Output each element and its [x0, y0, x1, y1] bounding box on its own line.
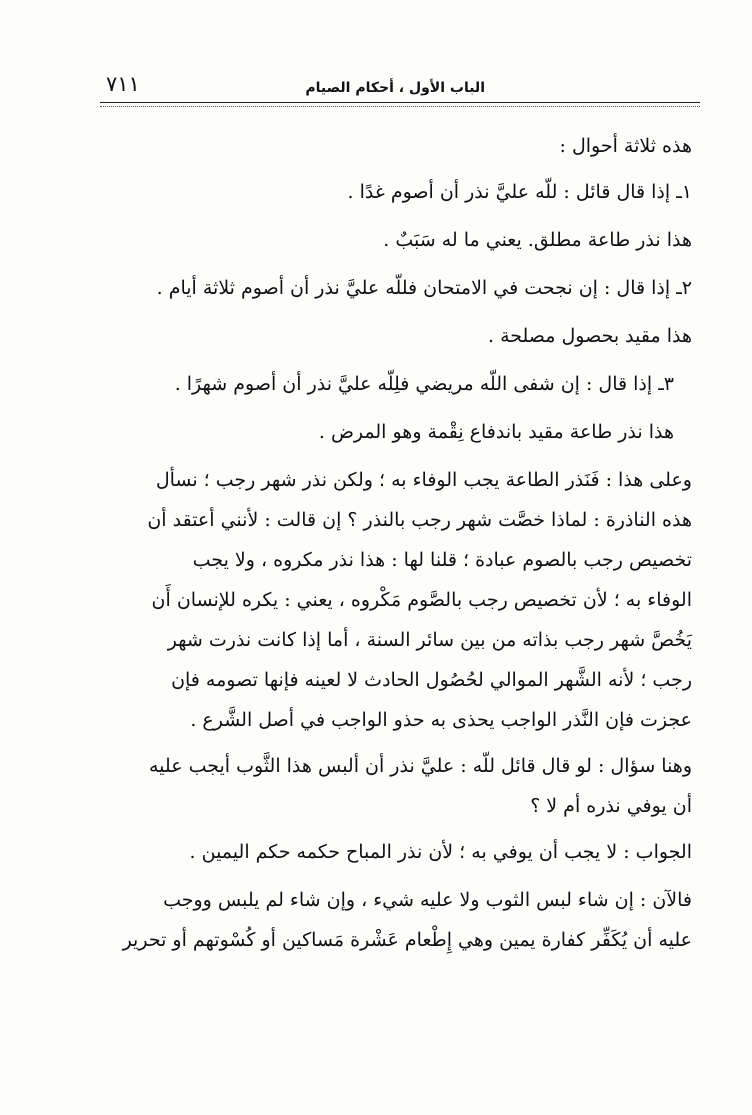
paragraph-question: [100, 746, 692, 826]
paragraph-rajab-vow: [100, 460, 692, 740]
case-3: ٣ـ إذا قال : إن شفى اللّه مريضي فلِلّه عليَّ نذر أن أصوم شهرًا .: [174, 373, 674, 395]
paragraph-line: عليه أن يُكَفِّر كفارة يمين وهي إِطْعام عَشْرة مَساكين أو كُسْوتهم أو تحرير: [122, 929, 692, 951]
paragraph-line: هذه الناذرة : لماذا خصَّت شهر رجب بالنذر ؟ إن قالت : لأنني أعتقد أن: [147, 509, 692, 531]
paragraph-line: الوفاء به ؛ لأن تخصيص رجب بالصَّوم مَكْروه ، يعني : يكره للإنسان أَن: [151, 589, 692, 611]
answer-line: الجواب : لا يجب أن يوفي به ؛ لأن نذر المباح حكمه حكم اليمين .: [189, 841, 692, 863]
paragraph-expiation: [100, 880, 692, 960]
paragraph-line: تخصيص رجب بالصوم عبادة ؛ قلنا لها : هذا نذر مكروه ، ولا يجب: [192, 549, 692, 571]
paragraph-line: يَخُصَّ شهر رجب بذاته من بين سائر السنة ، أما إذا كانت نذرت شهر: [167, 629, 692, 651]
paragraph-line: وعلى هذا : فَنَذر الطاعة يجب الوفاء به ؛ ولكن نذر شهر رجب ؛ نسأل: [155, 469, 692, 491]
case-2-note: هذا مقيد بحصول مصلحة .: [487, 325, 692, 347]
page-header: [100, 72, 700, 102]
case-1: ١ـ إذا قال قائل : للّه عليَّ نذر أن أصوم غدًا .: [347, 181, 692, 203]
running-title: الباب الأول ، أحكام الصيام: [305, 80, 485, 96]
paragraph-line: فالآن : إن شاء لبس الثوب ولا عليه شيء ، وإن شاء لم يلبس ووجب: [163, 889, 692, 911]
case-3-note: هذا نذر طاعة مقيد باندفاع نِقْمة وهو المرض .: [318, 421, 674, 443]
paragraph-line: أن يوفي نذره أم لا ؟: [530, 795, 692, 817]
header-rule-dotted: [100, 106, 700, 107]
page-number: ٧١١: [106, 72, 140, 96]
page-body: [100, 126, 692, 966]
paragraph-line: رجب ؛ لأنه الشَّهر الموالي لحُصُول الحادث لا لعينه فإنها تصومه فإن: [171, 669, 692, 691]
case-1-note: هذا نذر طاعة مطلق. يعني ما له سَبَبٌ .: [383, 229, 692, 251]
paragraph-line: عجزت فإن النَّذر الواجب يحذى به حذو الواجب في أصل الشَّرع .: [190, 709, 692, 731]
intro-line: هذه ثلاثة أحوال :: [559, 135, 692, 157]
header-rule: [100, 102, 700, 103]
paragraph-line: وهنا سؤال : لو قال قائل للّه : عليَّ نذر أن ألبس هذا الثَّوب أيجب عليه: [149, 755, 692, 777]
case-2: ٢ـ إذا قال : إن نجحت في الامتحان فللّه عليَّ نذر أن أصوم ثلاثة أيام .: [156, 277, 692, 299]
